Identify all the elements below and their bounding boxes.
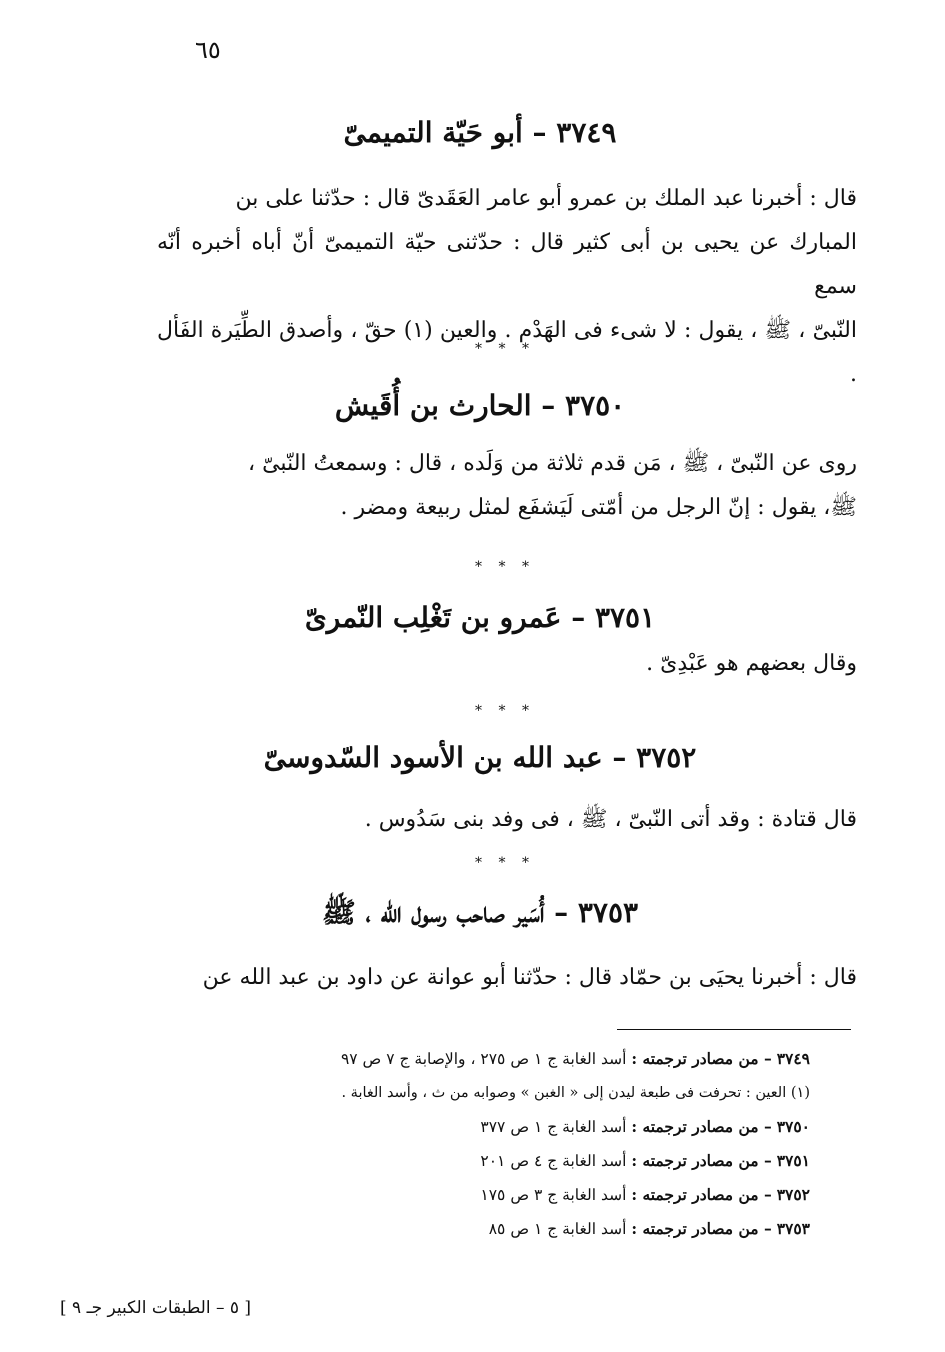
text-line: ﷺ، يقول : إنّ الرجل من أمّتى لَيَشفَع لمثل ربيعة ومضر . [340,495,857,520]
footnote-label: – من مصادر ترجمته : [631,1151,772,1170]
footnotes [150,1042,810,1246]
footnote-1 [150,1076,810,1110]
footnote-3749 [150,1042,810,1076]
footnote-number: ٣٧٤٩ [776,1049,810,1068]
footnote-number: (١) [790,1085,810,1101]
footnote-number: ٣٧٥١ [776,1151,810,1170]
footnote-3753 [150,1212,810,1246]
footnote-text: أسد الغابة ج ٤ ص ٢٠١ [480,1152,627,1170]
entry-text-3752 [157,798,857,842]
page-footer: [ ٥ – الطبقات الكبير جـ ٩ ] [60,1298,252,1318]
footnote-3751 [150,1144,810,1178]
text-line: روى عن النّبىّ ، ﷺ ، مَن قدم ثلاثة من وَلَده ، قال : وسمعتُ النّبىّ ، [248,451,857,476]
footnote-text: العين : تحرفت فى طبعة ليدن إلى « الغبن » وصوابه من ث ، وأسد الغابة . [341,1085,787,1101]
entry-heading-3750: ٣٧٥٠ – الحارث بن أُقَيش [334,389,626,422]
footnote-text: أسد الغابة ج ١ ص ٢٧٥ ، والإصابة ج ٧ ص ٩٧ [340,1050,627,1068]
text-line: المبارك عن يحيى بن أبى كثير قال : حدّثنى حيّة التميمىّ أنّ أباه أخبره أنّه سمع [157,230,857,299]
footnote-label: – من مصادر ترجمته : [631,1117,772,1136]
text-line: وقال بعضهم هو عَبْدِىّ . [646,651,857,676]
entry-heading-3752: ٣٧٥٢ – عبد الله بن الأسود السّدوسىّ [263,741,697,774]
entry-heading-3753: ٣٧٥٣ – أُسَير صاحب رسول الله ، ﷺ [321,896,639,929]
text-line: قال : أخبرنا يحيَى بن حمّاد قال : حدّثنا أبو عوانة عن داود بن عبد الله عن [202,965,857,990]
footnote-number: ٣٧٥٠ [776,1117,810,1136]
footnote-text: أسد الغابة ج ١ ص ٨٥ [488,1220,627,1238]
section-separator: * * * [475,559,535,575]
entry-heading-3749: ٣٧٤٩ – أبو حَيّة التميمىّ [343,116,617,149]
section-separator: * * * [475,855,535,871]
footnote-number: ٣٧٥٣ [776,1219,810,1238]
entry-text-3751 [157,642,857,686]
footnote-label: – من مصادر ترجمته : [631,1219,772,1238]
footnote-label: – من مصادر ترجمته : [631,1185,772,1204]
entry-text-3750 [157,442,857,530]
text-line: قال قتادة : وقد أتى النّبىّ ، ﷺ ، فى وفد بنى سَدُوس . [364,807,857,832]
footnote-3752 [150,1178,810,1212]
section-separator: * * * [475,341,535,357]
footnote-divider [617,1029,851,1030]
footnote-3750 [150,1110,810,1144]
footnote-number: ٣٧٥٢ [776,1185,810,1204]
section-separator: * * * [475,703,535,719]
text-line: قال : أخبرنا عبد الملك بن عمرو أبو عامر العَقَدىّ قال : حدّثنا على بن [235,186,857,211]
entry-text-3749 [157,177,857,397]
page-number: ٦٥ [195,36,221,64]
entry-text-3753 [157,956,857,1000]
entry-heading-3751: ٣٧٥١ – عَمرو بن تَغْلِب النّمرىّ [304,601,656,634]
footnote-text: أسد الغابة ج ٣ ص ١٧٥ [480,1186,627,1204]
footnote-label: – من مصادر ترجمته : [631,1049,772,1068]
text-line: النّبىّ ، ﷺ ، يقول : لا شىء فى الهَدْم . والعين (١) حقّ ، وأصدق الطِّيَرة الفَأل . [157,318,857,387]
footnote-text: أسد الغابة ج ١ ص ٣٧٧ [480,1118,627,1136]
